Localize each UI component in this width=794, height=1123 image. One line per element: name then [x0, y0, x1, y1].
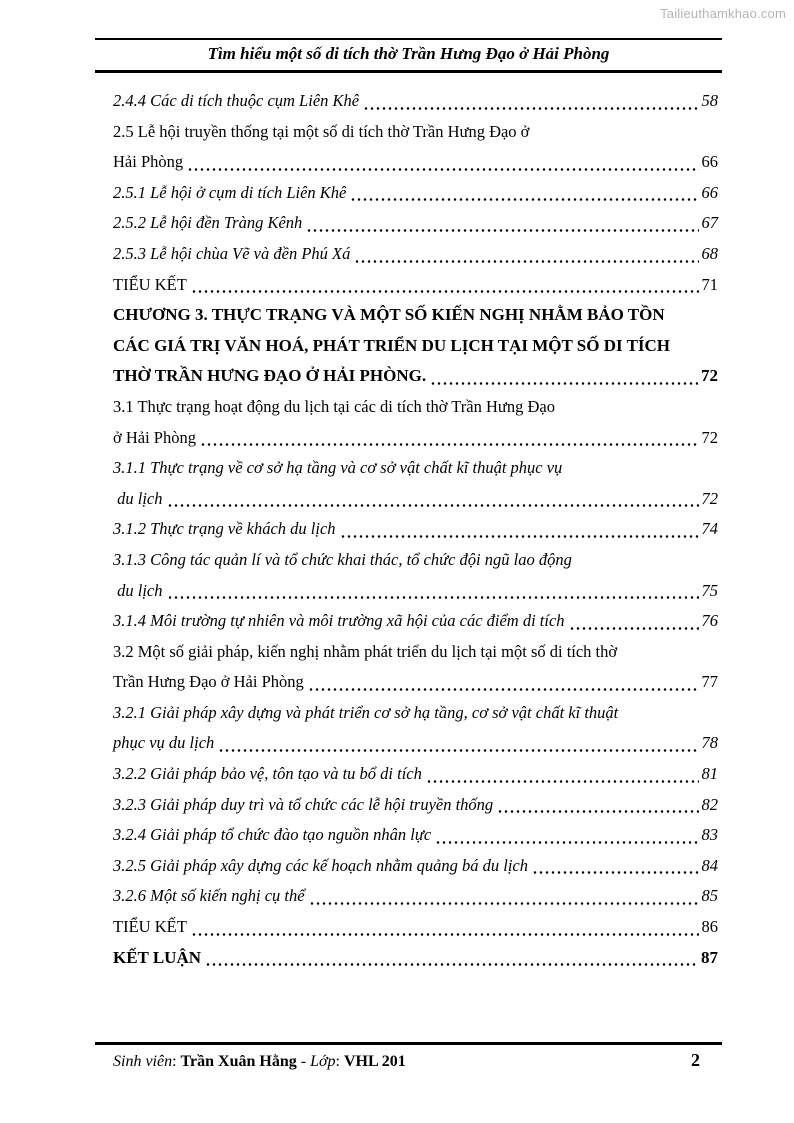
toc-entry[interactable] [113, 300, 718, 392]
dot-leader [308, 688, 699, 691]
toc-page-number: 71 [701, 274, 718, 294]
toc-entry[interactable] [113, 637, 718, 698]
toc-page-number: 82 [701, 794, 718, 814]
toc-entry[interactable] [113, 514, 718, 545]
toc-line: 3.1 Thực trạng hoạt động du lịch tại các di tích thờ Trần Hưng Đạo [113, 396, 555, 416]
toc-page-number: 75 [701, 580, 718, 600]
toc-entry-text: 3.1.4 Môi trường tự nhiên và môi trường xã hội của các điểm di tích [113, 611, 565, 631]
toc-entry-text: 3.1.2 Thực trạng về khách du lịch [113, 519, 336, 539]
toc-line: 3.2.1 Giải pháp xây dựng và phát triển cơ sở hạ tầng, cơ sở vật chất kĩ thuật [113, 702, 619, 722]
toc-line [113, 728, 718, 759]
toc-page-number: 78 [701, 733, 718, 753]
watermark: Tailieuthamkhao.com [660, 6, 786, 21]
footer-segment: Sinh viên [113, 1053, 173, 1070]
toc-line [113, 759, 718, 790]
dot-leader [532, 871, 698, 874]
toc-entry[interactable] [113, 453, 718, 514]
toc-page-number: 87 [701, 947, 718, 967]
toc-page-number: 72 [701, 366, 718, 386]
toc-line [113, 270, 718, 301]
toc-line: CÁC GIÁ TRỊ VĂN HOÁ, PHÁT TRIỂN DU LỊCH TẠI MỘT SỐ DI TÍCH [113, 335, 671, 355]
toc-entry-text: phục vụ du lịch [113, 733, 215, 753]
toc-entry-text: du lịch [113, 488, 163, 508]
toc-entry-text: 2.5.1 Lễ hội ở cụm di tích Liên Khê [113, 182, 347, 202]
toc-line [113, 943, 718, 974]
toc-page-number: 76 [701, 611, 718, 631]
toc-page-number: 67 [701, 213, 718, 233]
toc-line: 2.5 Lễ hội truyền thống tại một số di tích thờ Trần Hưng Đạo ở [113, 121, 530, 141]
dot-leader [363, 107, 698, 110]
dot-leader [340, 535, 699, 538]
toc-line [113, 576, 718, 607]
toc-entry-text: Trần Hưng Đạo ở Hải Phòng [113, 672, 304, 692]
toc-page-number: 77 [701, 672, 718, 692]
toc-entry-text: TIỂU KẾT [113, 274, 187, 294]
toc-line [113, 881, 718, 912]
dot-leader [354, 260, 698, 263]
toc-entry[interactable] [113, 208, 718, 239]
toc-entry-text: 2.5.3 Lễ hội chùa Vẽ và đền Phú Xá [113, 243, 351, 263]
dot-leader [497, 810, 698, 813]
toc-page-number: 72 [701, 427, 718, 447]
toc-entry-text: THỜ TRẦN HƯNG ĐẠO Ở HẢI PHÒNG. [113, 366, 427, 386]
dot-leader [569, 627, 699, 630]
dot-leader [191, 933, 699, 936]
dot-leader [200, 443, 699, 446]
toc-line: 3.2 Một số giải pháp, kiến nghị nhằm phát triển du lịch tại một số di tích thờ [113, 641, 618, 661]
dot-leader [435, 841, 698, 844]
page-header [95, 38, 722, 73]
toc-entry-text: ở Hải Phòng [113, 427, 196, 447]
toc-entry[interactable] [113, 820, 718, 851]
toc-entry-text: TIỂU KẾT [113, 917, 187, 937]
toc-line [113, 790, 718, 821]
footer-segment: : [172, 1053, 181, 1070]
toc-entry[interactable] [113, 392, 718, 453]
toc-entry[interactable] [113, 117, 718, 178]
toc-line [113, 423, 718, 454]
toc-line: 3.1.3 Công tác quản lí và tổ chức khai thác, tổ chức đội ngũ lao động [113, 549, 572, 569]
toc-entry-text: 2.4.4 Các di tích thuộc cụm Liên Khê [113, 91, 360, 110]
toc-page-number: 68 [701, 243, 718, 263]
dot-leader [191, 290, 699, 293]
footer-row [95, 1045, 722, 1071]
footer-student-info [113, 1053, 406, 1071]
page-number: 2 [691, 1050, 700, 1070]
dot-leader [309, 902, 699, 905]
toc-line [113, 514, 718, 545]
toc-line: CHƯƠNG 3. THỰC TRẠNG VÀ MỘT SỐ KIẾN NGHỊ NHẰM BẢO TỒN [113, 305, 665, 325]
toc-page-number: 58 [701, 91, 718, 110]
toc-page-number: 66 [701, 152, 718, 172]
footer-segment: : [335, 1053, 344, 1070]
toc-entry[interactable] [113, 178, 718, 209]
toc-line [113, 667, 718, 698]
dot-leader [167, 504, 699, 507]
toc-entry[interactable] [113, 239, 718, 270]
dot-leader [350, 198, 698, 201]
toc-entry-text: 3.2.3 Giải pháp duy trì và tổ chức các lễ hội truyền thống [113, 794, 494, 814]
toc-entry[interactable] [113, 270, 718, 301]
footer-segment: Trần Xuân Hằng [180, 1053, 297, 1070]
toc-entry-text: 3.2.5 Giải pháp xây dựng các kế hoạch nhằm quảng bá du lịch [113, 855, 529, 875]
toc-line: 3.1.1 Thực trạng về cơ sở hạ tầng và cơ sở vật chất kĩ thuật phục vụ [113, 458, 563, 478]
dot-leader [430, 382, 698, 385]
toc-line [113, 361, 718, 392]
toc-page-number: 72 [701, 488, 718, 508]
toc-line [113, 606, 718, 637]
toc-entry[interactable] [113, 881, 718, 912]
toc-line [113, 147, 718, 178]
footer-segment: - Lớp [296, 1053, 336, 1070]
dot-leader [306, 229, 698, 232]
toc-entry-text: Hải Phòng [113, 152, 184, 172]
dot-leader [426, 780, 699, 783]
toc-page-number: 83 [701, 825, 718, 845]
table-of-contents [113, 86, 718, 973]
dot-leader [167, 596, 699, 599]
toc-entry-text: 3.2.4 Giải pháp tổ chức đào tạo nguồn nhân lực [113, 825, 432, 845]
toc-entry[interactable] [113, 606, 718, 637]
page-footer [95, 1042, 722, 1071]
toc-line [113, 820, 718, 851]
dot-leader [218, 749, 698, 752]
dot-leader [187, 168, 698, 171]
toc-entry[interactable] [113, 86, 718, 117]
toc-page-number: 85 [701, 886, 718, 906]
toc-line [113, 912, 718, 943]
toc-page-number: 81 [701, 764, 718, 784]
document-title: Tìm hiểu một số di tích thờ Trần Hưng Đạo ở Hải Phòng [207, 44, 610, 63]
toc-entry[interactable] [113, 912, 718, 943]
toc-page-number: 86 [701, 917, 718, 937]
toc-line [113, 239, 718, 270]
toc-entry-text: 3.2.2 Giải pháp bảo vệ, tôn tạo và tu bổ di tích [113, 764, 422, 784]
toc-page-number: 84 [701, 855, 718, 875]
toc-entry[interactable] [113, 851, 718, 882]
toc-page-number: 74 [701, 519, 718, 539]
toc-entry-text: KẾT LUẬN [113, 947, 202, 967]
dot-leader [205, 963, 698, 966]
toc-line [113, 178, 718, 209]
toc-entry[interactable] [113, 759, 718, 790]
toc-line [113, 851, 718, 882]
toc-entry-text: 3.2.6 Một số kiến nghị cụ thể [113, 886, 305, 906]
toc-entry-text: du lịch [113, 580, 163, 600]
toc-entry[interactable] [113, 545, 718, 606]
toc-entry-text: 2.5.2 Lễ hội đền Tràng Kênh [113, 213, 303, 233]
toc-line [113, 208, 718, 239]
toc-entry[interactable] [113, 943, 718, 974]
footer-segment: VHL 201 [343, 1053, 406, 1070]
toc-entry[interactable] [113, 698, 718, 759]
toc-line [113, 86, 718, 117]
toc-line [113, 484, 718, 515]
toc-page-number: 66 [701, 182, 718, 202]
toc-entry[interactable] [113, 790, 718, 821]
